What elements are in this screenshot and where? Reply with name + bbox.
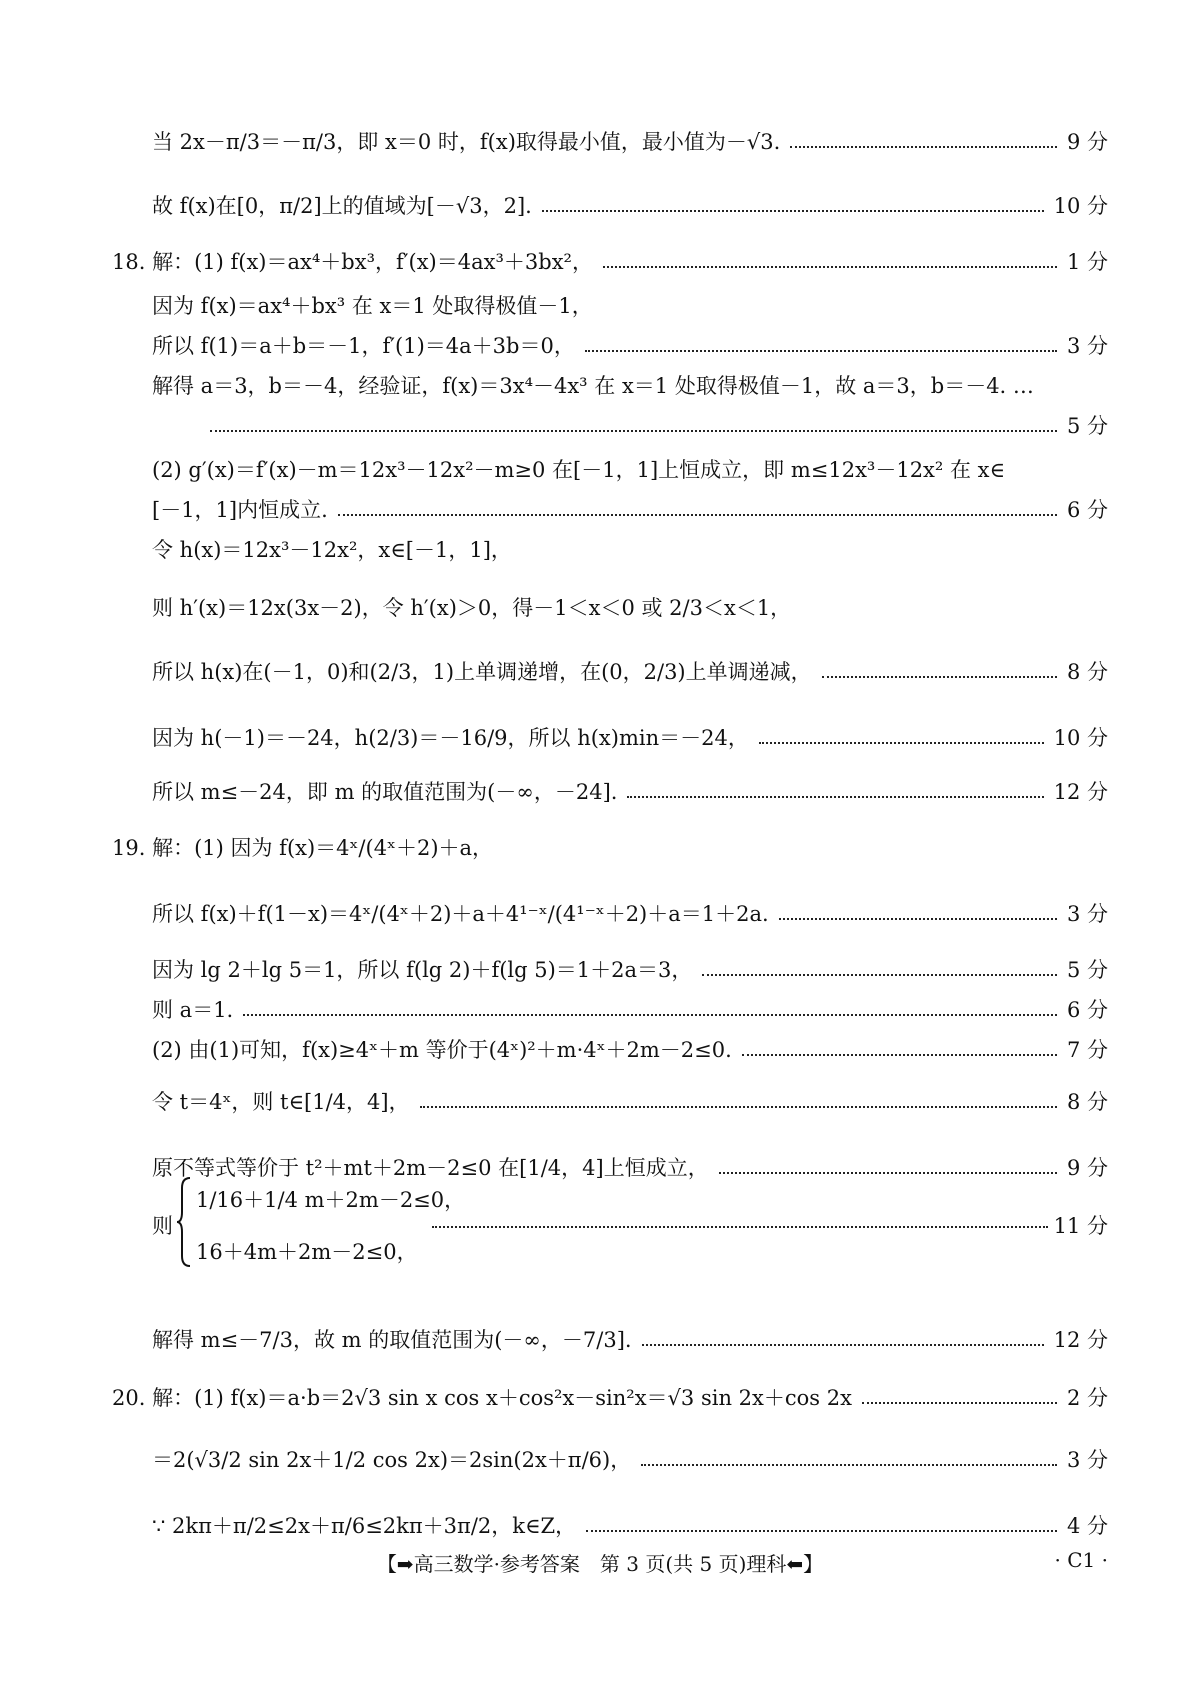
line-text: 所以 h(x)在(－1，0)和(2/3，1)上单调递增，在(0，2/3)上单调递减，	[152, 660, 812, 684]
leader-dots	[338, 514, 1057, 516]
leader-dots	[243, 1014, 1057, 1016]
answer-line	[152, 534, 1108, 564]
answer-line	[152, 592, 1108, 622]
line-text: 当 2x－π/3＝－π/3，即 x＝0 时，f(x)取得最小值，最小值为－√3.	[152, 130, 781, 154]
left-brace-icon	[176, 1176, 192, 1268]
leader-dots	[210, 430, 1057, 432]
line-score: 3 分	[1066, 334, 1108, 358]
answer-line	[152, 898, 1108, 928]
leader-dots	[642, 1344, 1044, 1346]
line-text: 20. 解：(1) f(x)＝a·b＝2√3 sin x cos x＋cos²x－sin²x＝√3 sin 2x＋cos 2x	[112, 1386, 852, 1410]
leader-dots	[420, 1106, 1057, 1108]
line-text: 则 h′(x)＝12x(3x－2)，令 h′(x)＞0，得－1＜x＜0 或 2/3＜x＜1，	[152, 596, 792, 620]
system-leader-dots	[432, 1226, 1048, 1228]
answer-line	[152, 494, 1108, 524]
leader-dots	[641, 1464, 1057, 1466]
answer-line	[152, 454, 1108, 484]
line-score: 5 分	[1066, 958, 1108, 982]
answer-line	[112, 246, 1108, 276]
line-score: 6 分	[1066, 498, 1108, 522]
line-score: 8 分	[1066, 1090, 1108, 1114]
line-text: (2) 由(1)可知，f(x)≥4ˣ＋m 等价于(4ˣ)²＋m·4ˣ＋2m－2≤0.	[152, 1038, 732, 1062]
leader-dots	[790, 146, 1057, 148]
leader-dots	[586, 1530, 1057, 1532]
leader-dots	[702, 974, 1057, 976]
leader-dots	[719, 1172, 1057, 1174]
line-score: 12 分	[1053, 780, 1108, 804]
leader-dots	[822, 676, 1057, 678]
answer-line	[152, 722, 1108, 752]
line-score: 4 分	[1066, 1514, 1108, 1538]
line-text: ∵ 2kπ＋π/2≤2x＋π/6≤2kπ＋3π/2，k∈Z，	[152, 1514, 577, 1538]
answer-line	[152, 290, 1108, 320]
system-row-2: 16＋4m＋2m－2≤0，	[196, 1240, 418, 1264]
answer-line	[152, 330, 1108, 360]
answer-line	[152, 954, 1108, 984]
system-label: 则	[152, 1214, 173, 1238]
line-score: 3 分	[1066, 1448, 1108, 1472]
answer-line	[152, 1510, 1108, 1540]
line-text: 因为 f(x)＝ax⁴＋bx³ 在 x＝1 处取得极值－1，	[152, 294, 593, 318]
answer-line	[152, 656, 1108, 686]
footer-page-code: · C1 ·	[1054, 1548, 1108, 1572]
page-footer	[0, 1548, 1200, 1578]
answer-line	[112, 1382, 1108, 1412]
line-score: 10 分	[1053, 194, 1108, 218]
line-score: 9 分	[1066, 1156, 1108, 1180]
answer-line	[152, 1324, 1108, 1354]
leader-dots	[862, 1402, 1057, 1404]
answer-line	[152, 370, 1108, 400]
line-text: 则 a＝1.	[152, 998, 234, 1022]
line-text: 19. 解：(1) 因为 f(x)＝4ˣ/(4ˣ＋2)＋a，	[112, 836, 494, 860]
answer-line	[152, 1034, 1108, 1064]
line-score: 6 分	[1066, 998, 1108, 1022]
answer-line	[152, 1086, 1108, 1116]
leader-dots	[542, 210, 1044, 212]
inequality-system	[152, 1176, 1108, 1268]
line-score: 7 分	[1066, 1038, 1108, 1062]
line-text: 解得 a＝3，b＝－4，经验证，f(x)＝3x⁴－4x³ 在 x＝1 处取得极值－1，故 a＝3，b＝－4. …	[152, 374, 1034, 398]
answer-line	[112, 832, 1108, 862]
leader-dots	[759, 742, 1044, 744]
line-score: 10 分	[1053, 726, 1108, 750]
answer-line	[152, 1444, 1108, 1474]
line-text: 解得 m≤－7/3，故 m 的取值范围为(－∞，－7/3].	[152, 1328, 632, 1352]
leader-dots	[742, 1054, 1057, 1056]
line-text: 18. 解：(1) f(x)＝ax⁴＋bx³，f′(x)＝4ax³＋3bx²，	[112, 250, 593, 274]
line-text: 所以 f(x)＋f(1－x)＝4ˣ/(4ˣ＋2)＋a＋4¹⁻ˣ/(4¹⁻ˣ＋2)＋a＝1＋2a.	[152, 902, 769, 926]
footer-title: 【➡高三数学·参考答案 第 3 页(共 5 页)理科⬅】	[376, 1552, 824, 1576]
line-text: [－1，1]内恒成立.	[152, 498, 328, 522]
line-score: 5 分	[1066, 414, 1108, 438]
line-text: 故 f(x)在[0，π/2]上的值域为[－√3，2].	[152, 194, 532, 218]
leader-dots	[603, 266, 1057, 268]
leader-dots	[627, 796, 1043, 798]
line-text: 令 h(x)＝12x³－12x²，x∈[－1，1]，	[152, 538, 512, 562]
line-text: 因为 lg 2＋lg 5＝1，所以 f(lg 2)＋f(lg 5)＝1＋2a＝3，	[152, 958, 693, 982]
answer-line	[152, 190, 1108, 220]
answer-line	[152, 994, 1108, 1024]
line-score: 8 分	[1066, 660, 1108, 684]
line-score: 2 分	[1066, 1386, 1108, 1410]
leader-dots	[585, 350, 1057, 352]
line-score: 12 分	[1053, 1328, 1108, 1352]
line-text: (2) g′(x)＝f′(x)－m＝12x³－12x²－m≥0 在[－1，1]上恒成立，即 m≤12x³－12x² 在 x∈	[152, 458, 1006, 482]
line-text: 所以 m≤－24，即 m 的取值范围为(－∞，－24].	[152, 780, 618, 804]
line-score: 3 分	[1066, 902, 1108, 926]
answer-line	[152, 776, 1108, 806]
system-row-1: 1/16＋1/4 m＋2m－2≤0，	[196, 1188, 466, 1212]
line-text: ＝2(√3/2 sin 2x＋1/2 cos 2x)＝2sin(2x＋π/6)，	[152, 1448, 632, 1472]
line-text: 因为 h(－1)＝－24，h(2/3)＝－16/9，所以 h(x)min＝－24，	[152, 726, 749, 750]
line-score: 1 分	[1066, 250, 1108, 274]
system-score: 11 分	[1053, 1214, 1108, 1238]
line-text: 令 t＝4ˣ，则 t∈[1/4，4]，	[152, 1090, 410, 1114]
answer-line	[200, 410, 1108, 440]
leader-dots	[779, 918, 1057, 920]
line-text: 原不等式等价于 t²＋mt＋2m－2≤0 在[1/4，4]上恒成立，	[152, 1156, 709, 1180]
line-score: 9 分	[1066, 130, 1108, 154]
line-text: 所以 f(1)＝a＋b＝－1，f′(1)＝4a＋3b＝0，	[152, 334, 575, 358]
answer-line	[152, 126, 1108, 156]
